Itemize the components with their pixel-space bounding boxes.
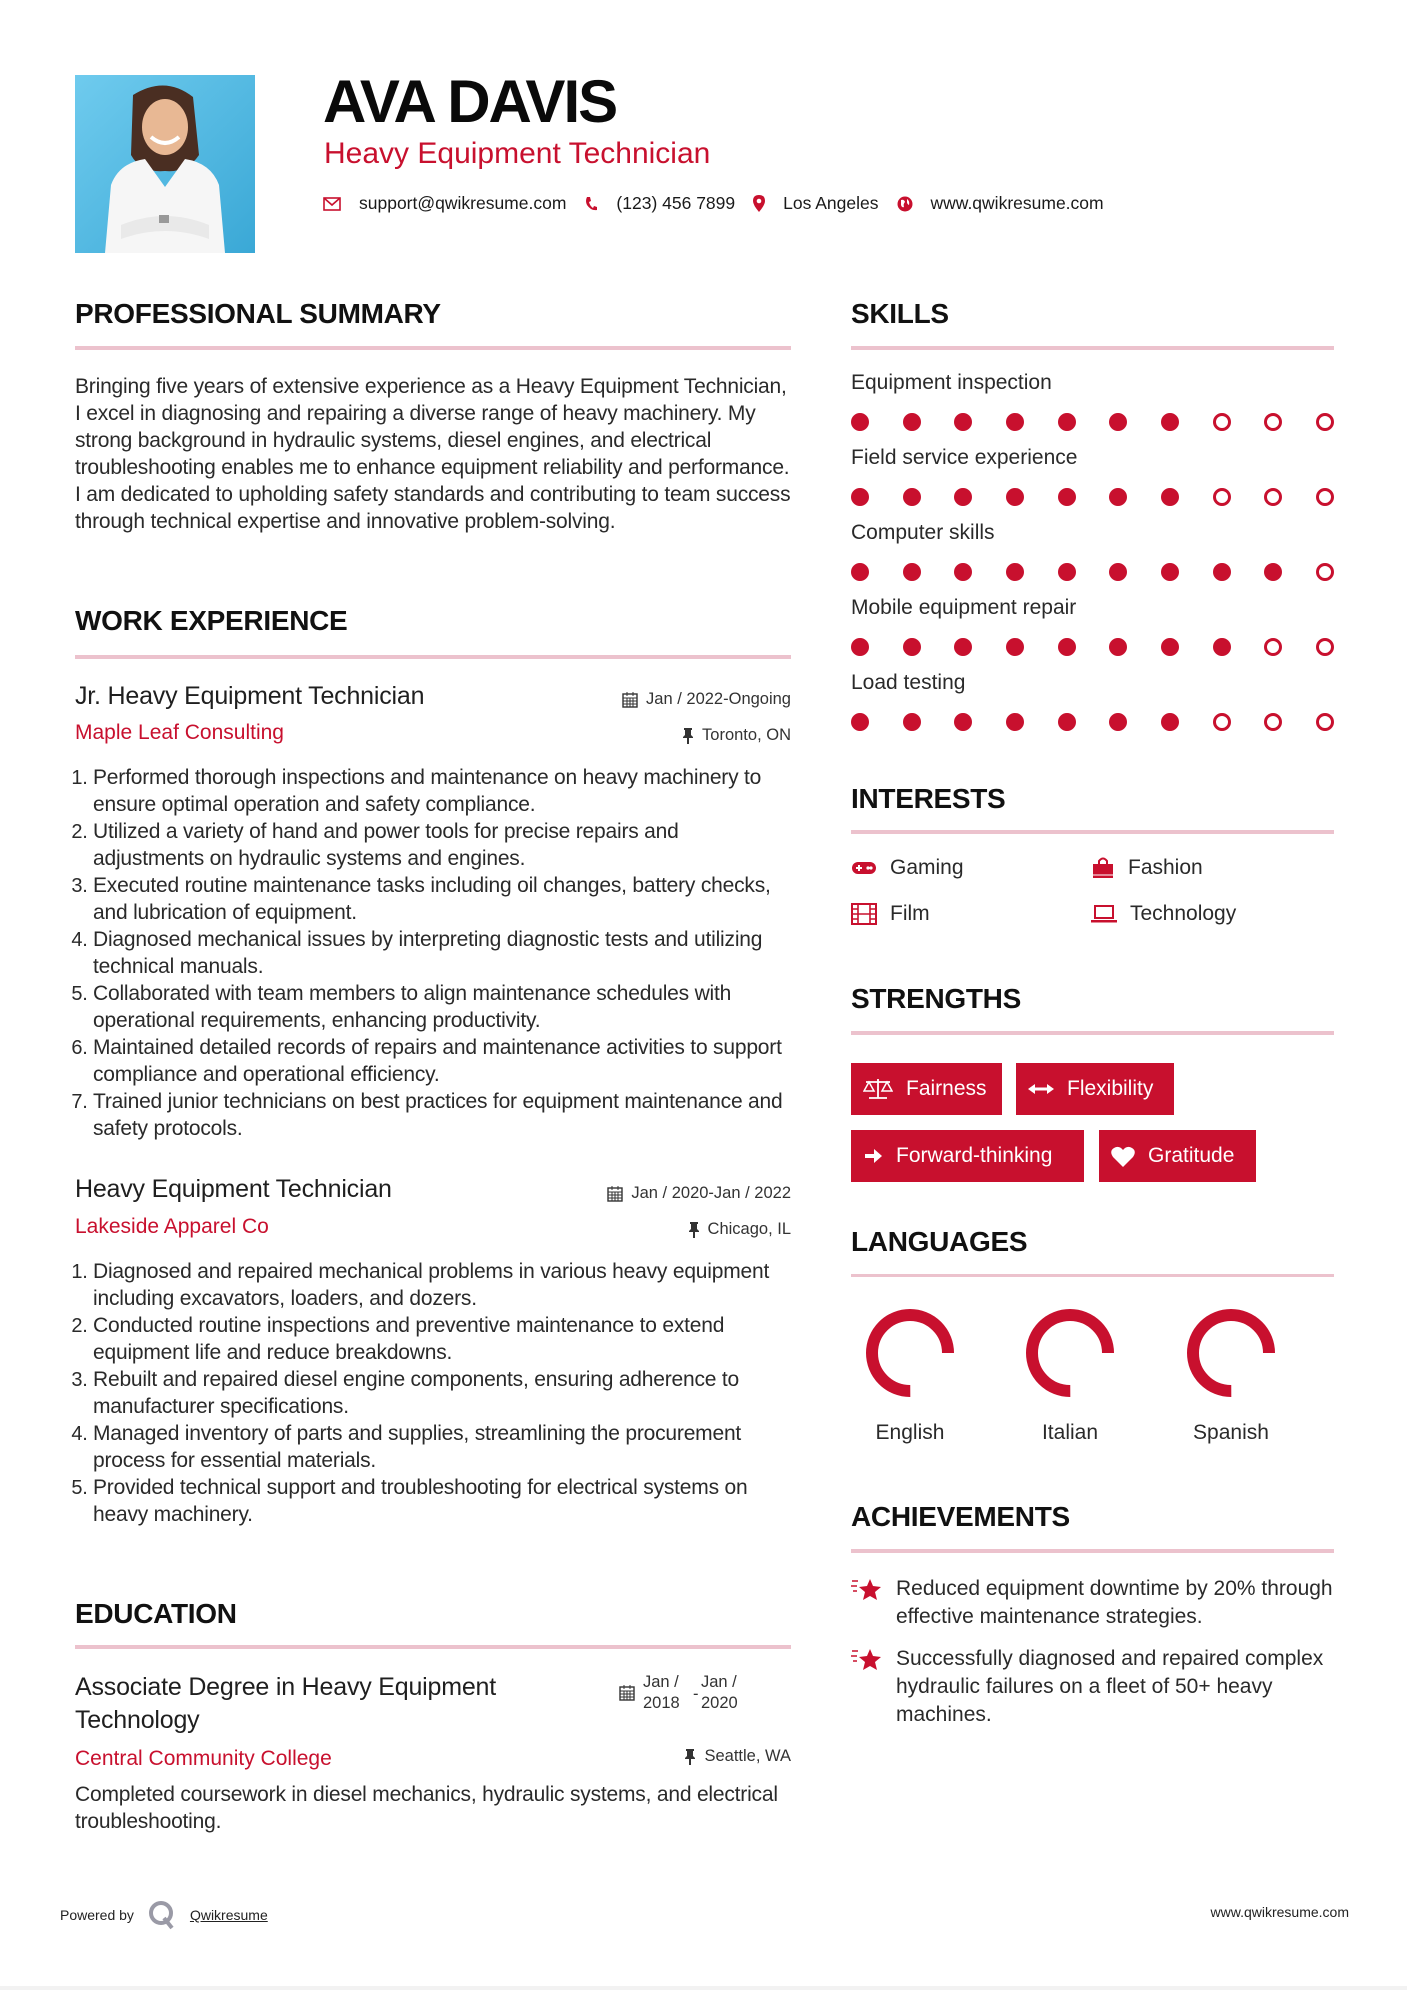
strength-tag-flexibility [1016, 1063, 1174, 1115]
experience-divider [75, 655, 791, 659]
rating-dot-filled [1109, 488, 1127, 506]
rating-dot-filled [1058, 638, 1076, 656]
language-label: English [875, 1421, 945, 1444]
rating-dot-empty [1264, 488, 1282, 506]
skill-rating [851, 563, 1334, 581]
duty-item: 6. Maintained detailed records of repairs and maintenance activities to support compliance and operational efficiency. [93, 1034, 791, 1088]
language-label: Italian [1041, 1421, 1099, 1444]
calendar-icon [607, 1185, 623, 1202]
rating-dot-filled [954, 638, 972, 656]
rating-dot-filled [1161, 413, 1179, 431]
calendar-icon [619, 1684, 635, 1701]
contact-email-text: support@qwikresume.com [359, 193, 567, 213]
duty-item: 1. Diagnosed and repaired mechanical problems in various heavy equipment including excavators, loaders, and dozers. [93, 1258, 791, 1312]
rating-dot-filled [851, 488, 869, 506]
language-proficiency-ring [862, 1305, 958, 1401]
duty-item: 2. Utilized a variety of hand and power tools for precise repairs and adjustments on hydraulic systems and engines. [93, 818, 791, 872]
contact-email[interactable] [323, 193, 566, 214]
languages-divider [851, 1274, 1334, 1277]
rating-dot-filled [903, 413, 921, 431]
rating-dot-filled [954, 713, 972, 731]
interest-item-film [851, 902, 930, 926]
rating-dot-filled [1109, 713, 1127, 731]
job-location-text: Chicago, IL [707, 1220, 791, 1238]
rating-dot-filled [851, 638, 869, 656]
rating-dot-filled [1006, 488, 1024, 506]
education-description: Completed coursework in diesel mechanics, hydraulic systems, and electrical troubleshooting. [75, 1783, 778, 1833]
map-marker-icon [753, 195, 765, 212]
interest-item-fashion [1091, 856, 1203, 880]
rating-dot-filled [903, 713, 921, 731]
rating-dot-filled [954, 488, 972, 506]
strength-label: Gratitude [1148, 1144, 1235, 1167]
job-dates [607, 1184, 791, 1203]
job-title: Jr. Heavy Equipment Technician [75, 682, 425, 710]
rating-dot-filled [1213, 563, 1231, 581]
experience-heading: WORK EXPERIENCE [75, 605, 348, 636]
rating-dot-empty [1316, 713, 1334, 731]
job-company: Lakeside Apparel Co [75, 1215, 269, 1238]
rating-dot-filled [851, 413, 869, 431]
interests-divider [851, 830, 1334, 834]
rating-dot-filled [1161, 638, 1179, 656]
achievements-divider [851, 1549, 1334, 1553]
summary-heading: PROFESSIONAL SUMMARY [75, 298, 441, 329]
skill-label: Equipment inspection [851, 371, 1052, 394]
job-dates-text: Jan / 2020-Jan / 2022 [631, 1184, 791, 1202]
interest-item-technology [1091, 902, 1236, 926]
arrow-right-icon [863, 1146, 883, 1166]
rating-dot-empty [1264, 713, 1282, 731]
person-portrait-image [75, 75, 255, 253]
achievement-text: Reduced equipment downtime by 20% through effective maintenance strategies. [896, 1577, 1333, 1628]
qwikresume-logo-icon [148, 1900, 176, 1930]
rating-dot-filled [1058, 713, 1076, 731]
job-duties-list [75, 764, 791, 1142]
rating-dot-empty [1316, 638, 1334, 656]
shooting-star-icon [851, 1577, 883, 1603]
duty-item: 1. Performed thorough inspections and maintenance on heavy machinery to ensure optimal operation and safety compliance. [93, 764, 791, 818]
education-degree: Associate Degree in Heavy Equipment Technology [75, 1673, 497, 1734]
rating-dot-filled [851, 563, 869, 581]
duty-item: 7. Trained junior technicians on best practices for equipment maintenance and safety protocols. [93, 1088, 791, 1142]
rating-dot-filled [1109, 563, 1127, 581]
rating-dot-empty [1264, 638, 1282, 656]
education-dates [619, 1672, 749, 1714]
rating-dot-filled [1264, 563, 1282, 581]
calendar-icon [622, 691, 638, 708]
skill-label: Field service experience [851, 446, 1078, 469]
education-location-text: Seattle, WA [704, 1747, 791, 1765]
rating-dot-filled [1213, 638, 1231, 656]
strength-tag-fairness [851, 1063, 1002, 1115]
skills-divider [851, 346, 1334, 350]
education-date-separator: - [693, 1685, 699, 1703]
interest-label: Technology [1130, 902, 1237, 925]
interests-heading: INTERESTS [851, 783, 1006, 814]
rating-dot-filled [903, 488, 921, 506]
skill-rating [851, 413, 1334, 431]
contact-phone-text: (123) 456 7899 [616, 193, 736, 213]
rating-dot-empty [1213, 413, 1231, 431]
duty-item: 3. Rebuilt and repaired diesel engine components, ensuring adherence to manufacturer specifications. [93, 1366, 791, 1420]
footer-powered-by [60, 1900, 268, 1930]
education-divider [75, 1645, 791, 1649]
contact-location [753, 193, 878, 214]
language-item [1010, 1305, 1130, 1445]
envelope-icon [323, 197, 341, 211]
job-title: Heavy Equipment Technician [75, 1175, 392, 1203]
job-dates [622, 690, 791, 709]
contact-phone[interactable] [584, 193, 735, 214]
rating-dot-filled [1058, 563, 1076, 581]
duty-item: 5. Provided technical support and troubleshooting for electrical systems on heavy machinery. [93, 1474, 791, 1528]
thumbtack-icon [688, 1221, 700, 1238]
achievement-item [851, 1645, 1334, 1729]
summary-text: Bringing five years of extensive experience as a Heavy Equipment Technician, I excel in diagnosing and repairing a diverse range of heavy machinery. My strong background in hydraulic systems, diesel engines, and electrical troubleshooting enables me to enhance equipment reliability and performance. I am dedicated to upholding safety standards and contributing to team success through technical expertise and innovative problem-solving. [75, 375, 791, 533]
skill-label: Load testing [851, 671, 966, 694]
language-proficiency-arc [1193, 1315, 1269, 1391]
language-item [850, 1305, 970, 1445]
strength-label: Fairness [906, 1077, 987, 1100]
job-location-text: Toronto, ON [702, 726, 791, 744]
language-label: Spanish [1193, 1421, 1269, 1444]
rating-dot-filled [954, 413, 972, 431]
job-location [688, 1220, 791, 1239]
skill-rating [851, 638, 1334, 656]
language-proficiency-ring [1022, 1305, 1118, 1401]
duty-item: 5. Collaborated with team members to align maintenance schedules with operational requirements, enhancing productivity. [93, 980, 791, 1034]
qwikresume-link[interactable]: Qwikresume [189, 1907, 268, 1923]
rating-dot-filled [1161, 488, 1179, 506]
rating-dot-filled [1161, 713, 1179, 731]
strengths-heading: STRENGTHS [851, 983, 1021, 1014]
rating-dot-empty [1316, 413, 1334, 431]
education-heading: EDUCATION [75, 1598, 237, 1629]
phone-icon [584, 196, 598, 212]
rating-dot-empty [1213, 713, 1231, 731]
contact-location-text: Los Angeles [783, 193, 879, 213]
contact-website[interactable] [897, 193, 1104, 214]
strength-tag-forward-thinking [851, 1130, 1084, 1182]
film-icon [851, 903, 877, 925]
page-bottom-edge [0, 1986, 1407, 1990]
interest-label: Film [890, 902, 930, 925]
rating-dot-filled [1058, 413, 1076, 431]
job-location [682, 726, 791, 745]
achievement-text: Successfully diagnosed and repaired complex hydraulic failures on a fleet of 50+ heavy machines. [896, 1647, 1324, 1726]
rating-dot-filled [1058, 488, 1076, 506]
candidate-name: AVA DAVIS [323, 68, 617, 135]
contact-website-text: www.qwikresume.com [930, 193, 1104, 213]
education-end: Jan / 2020 [701, 1673, 738, 1712]
language-item [1171, 1305, 1291, 1445]
arrows-h-icon [1028, 1083, 1054, 1095]
interest-label: Gaming [890, 856, 964, 879]
contact-bar [323, 193, 1122, 214]
rating-dot-empty [1213, 488, 1231, 506]
laptop-icon [1091, 905, 1117, 923]
strengths-divider [851, 1031, 1334, 1035]
rating-dot-filled [851, 713, 869, 731]
candidate-title: Heavy Equipment Technician [324, 137, 711, 170]
rating-dot-filled [1109, 638, 1127, 656]
profile-photo [75, 75, 255, 253]
rating-dot-filled [1161, 563, 1179, 581]
skills-heading: SKILLS [851, 298, 949, 329]
heart-icon [1111, 1146, 1135, 1167]
rating-dot-filled [1006, 638, 1024, 656]
education-location [684, 1747, 791, 1766]
skill-rating [851, 488, 1334, 506]
interest-label: Fashion [1128, 856, 1203, 879]
globe-icon [897, 196, 913, 212]
strength-label: Flexibility [1067, 1077, 1154, 1100]
language-proficiency-arc [872, 1315, 948, 1391]
rating-dot-filled [1006, 563, 1024, 581]
rating-dot-filled [1109, 413, 1127, 431]
rating-dot-filled [1006, 413, 1024, 431]
duty-item: 4. Managed inventory of parts and supplies, streamlining the procurement process for essential materials. [93, 1420, 791, 1474]
language-proficiency-ring [1183, 1305, 1279, 1401]
interest-item-gaming [851, 856, 964, 880]
powered-by-text: Powered by [60, 1907, 134, 1923]
skill-label: Computer skills [851, 521, 995, 544]
skill-label: Mobile equipment repair [851, 596, 1077, 619]
balance-scale-icon [863, 1078, 893, 1100]
footer-website[interactable]: www.qwikresume.com [1210, 1904, 1349, 1920]
strength-tag-gratitude [1099, 1130, 1256, 1182]
duty-item: 4. Diagnosed mechanical issues by interpreting diagnostic tests and utilizing technical manuals. [93, 926, 791, 980]
rating-dot-filled [903, 563, 921, 581]
skill-rating [851, 713, 1334, 731]
duty-item: 3. Executed routine maintenance tasks including oil changes, battery checks, and lubrication of equipment. [93, 872, 791, 926]
job-duties-list [75, 1258, 791, 1528]
rating-dot-filled [903, 638, 921, 656]
education-school: Central Community College [75, 1747, 332, 1770]
rating-dot-empty [1316, 563, 1334, 581]
language-proficiency-arc [1032, 1315, 1108, 1391]
achievement-item [851, 1575, 1334, 1631]
shopping-bag-icon [1091, 856, 1115, 880]
gamepad-icon [851, 860, 877, 876]
strength-label: Forward-thinking [896, 1144, 1053, 1167]
rating-dot-empty [1316, 488, 1334, 506]
summary-divider [75, 346, 791, 350]
thumbtack-icon [682, 727, 694, 744]
rating-dot-filled [1006, 713, 1024, 731]
languages-heading: LANGUAGES [851, 1226, 1028, 1257]
education-start: Jan / 2018 [643, 1673, 680, 1712]
achievements-heading: ACHIEVEMENTS [851, 1501, 1070, 1532]
duty-item: 2. Conducted routine inspections and preventive maintenance to extend equipment life and reduce breakdowns. [93, 1312, 791, 1366]
job-company: Maple Leaf Consulting [75, 721, 284, 744]
thumbtack-icon [684, 1748, 696, 1765]
rating-dot-filled [954, 563, 972, 581]
job-dates-text: Jan / 2022-Ongoing [646, 690, 791, 708]
rating-dot-empty [1264, 413, 1282, 431]
shooting-star-icon [851, 1647, 883, 1673]
